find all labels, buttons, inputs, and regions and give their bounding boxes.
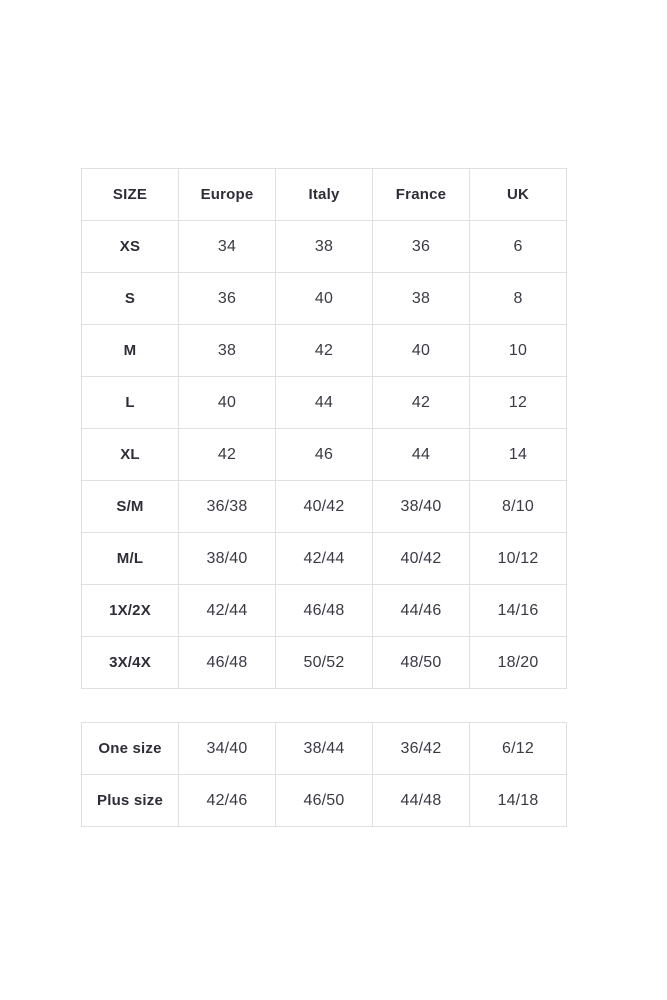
europe-value-cell: 36 [179,273,276,325]
table-row-xl [82,429,567,481]
table-row-s [82,273,567,325]
france-value-cell: 40 [373,325,470,377]
size-label-cell: S [82,273,179,325]
size-label-cell: 3X/4X [82,637,179,689]
size-label-cell: Plus size [82,775,179,827]
europe-value-cell: 34 [179,221,276,273]
italy-value-cell: 46/48 [276,585,373,637]
one-size-conversion-table [81,722,567,827]
italy-value-cell: 46/50 [276,775,373,827]
france-value-cell: 38/40 [373,481,470,533]
table-row-xs [82,221,567,273]
size-label-cell: M [82,325,179,377]
france-value-cell: 36/42 [373,723,470,775]
italy-value-cell: 38 [276,221,373,273]
uk-value-cell: 6 [470,221,567,273]
france-value-cell: 44/48 [373,775,470,827]
europe-value-cell: 46/48 [179,637,276,689]
uk-value-cell: 8/10 [470,481,567,533]
italy-value-cell: 44 [276,377,373,429]
column-header-size: SIZE [82,169,179,221]
uk-value-cell: 14 [470,429,567,481]
table-row-3x-4x [82,637,567,689]
size-label-cell: M/L [82,533,179,585]
europe-value-cell: 34/40 [179,723,276,775]
italy-value-cell: 50/52 [276,637,373,689]
uk-value-cell: 8 [470,273,567,325]
size-label-cell: 1X/2X [82,585,179,637]
europe-value-cell: 38 [179,325,276,377]
uk-value-cell: 14/18 [470,775,567,827]
france-value-cell: 40/42 [373,533,470,585]
table-row-1x-2x [82,585,567,637]
size-label-cell: XL [82,429,179,481]
table-row-s-m [82,481,567,533]
uk-value-cell: 18/20 [470,637,567,689]
size-label-cell: L [82,377,179,429]
table-row-m-l [82,533,567,585]
uk-value-cell: 6/12 [470,723,567,775]
uk-value-cell: 10/12 [470,533,567,585]
italy-value-cell: 46 [276,429,373,481]
column-header-italy: Italy [276,169,373,221]
header-row [82,169,567,221]
france-value-cell: 44 [373,429,470,481]
europe-value-cell: 42 [179,429,276,481]
france-value-cell: 36 [373,221,470,273]
europe-value-cell: 40 [179,377,276,429]
size-label-cell: XS [82,221,179,273]
italy-value-cell: 40 [276,273,373,325]
uk-value-cell: 14/16 [470,585,567,637]
size-label-cell: S/M [82,481,179,533]
uk-value-cell: 10 [470,325,567,377]
column-header-uk: UK [470,169,567,221]
column-header-europe: Europe [179,169,276,221]
europe-value-cell: 42/44 [179,585,276,637]
italy-value-cell: 38/44 [276,723,373,775]
uk-value-cell: 12 [470,377,567,429]
france-value-cell: 42 [373,377,470,429]
table-row-plus-size [82,775,567,827]
column-header-france: France [373,169,470,221]
table-row-one-size [82,723,567,775]
table-row-l [82,377,567,429]
size-label-cell: One size [82,723,179,775]
size-conversion-table [81,168,567,689]
france-value-cell: 44/46 [373,585,470,637]
italy-value-cell: 40/42 [276,481,373,533]
italy-value-cell: 42 [276,325,373,377]
france-value-cell: 38 [373,273,470,325]
europe-value-cell: 36/38 [179,481,276,533]
europe-value-cell: 42/46 [179,775,276,827]
france-value-cell: 48/50 [373,637,470,689]
table-row-m [82,325,567,377]
europe-value-cell: 38/40 [179,533,276,585]
italy-value-cell: 42/44 [276,533,373,585]
